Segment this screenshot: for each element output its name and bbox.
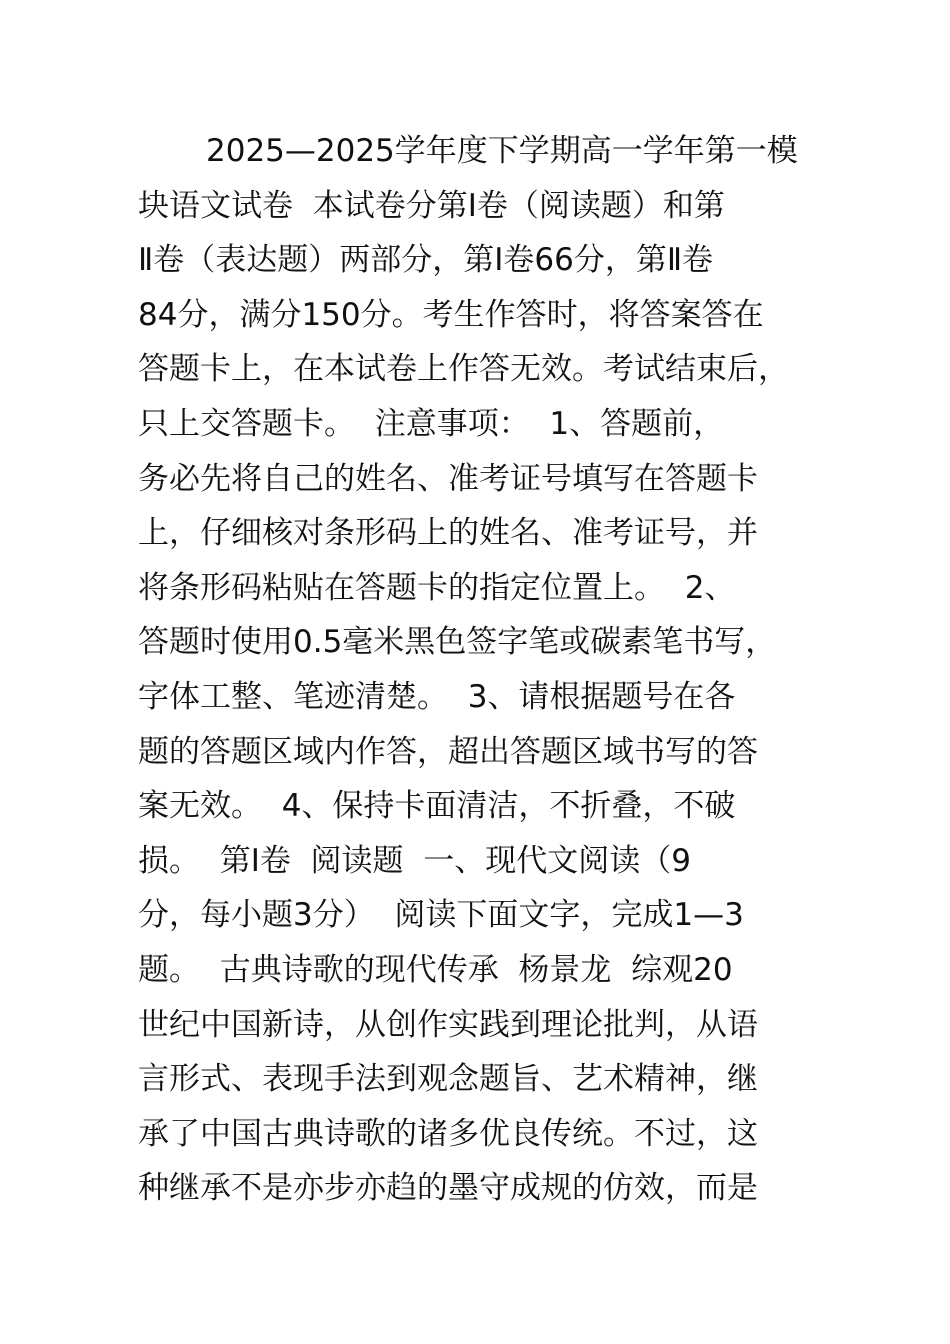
- text-line-1: 2025—2025学年度下学期高一学年第一模: [206, 133, 798, 169]
- text-line-11: 字体工整、笔迹清楚。 3、请根据题号在各: [138, 678, 736, 715]
- text-line-9: 将条形码粘贴在答题卡的指定位置上。 2、: [138, 569, 736, 606]
- text-line-12: 题的答题区域内作答，超出答题区域书写的答: [138, 733, 758, 770]
- text-line-5: 答题卡上，在本试卷上作答无效。考试结束后，: [138, 351, 789, 388]
- document-body: [138, 124, 838, 1216]
- text-line-13: 案无效。 4、保持卡面清洁，不折叠，不破: [138, 788, 736, 825]
- text-line-3: Ⅱ卷（表达题）两部分，第Ⅰ卷66分，第Ⅱ卷: [138, 242, 714, 279]
- text-line-20: 种继承不是亦步亦趋的墨守成规的仿效，而是: [138, 1170, 758, 1207]
- text-line-6: 只上交答题卡。 注意事项： 1、答题前，: [138, 405, 725, 442]
- text-line-18: 言形式、表现手法到观念题旨、艺术精神，继: [138, 1061, 758, 1098]
- text-line-4: 84分，满分150分。考生作答时，将答案答在: [138, 296, 764, 333]
- text-line-16: 题。 古典诗歌的现代传承 杨景龙 综观20: [138, 951, 733, 988]
- text-line-17: 世纪中国新诗，从创作实践到理论批判，从语: [138, 1006, 758, 1043]
- text-line-19: 承了中国古典诗歌的诸多优良传统。不过，这: [138, 1115, 758, 1152]
- text-line-2: 块语文试卷 本试卷分第Ⅰ卷（阅读题）和第: [138, 187, 725, 224]
- text-line-15: 分，每小题3分） 阅读下面文字，完成1—3: [138, 897, 744, 934]
- text-line-7: 务必先将自己的姓名、准考证号填写在答题卡: [138, 460, 758, 497]
- text-line-8: 上，仔细核对条形码上的姓名、准考证号，并: [138, 515, 758, 552]
- text-line-10: 答题时使用0.5毫米黑色签字笔或碳素笔书写，: [138, 624, 777, 661]
- text-line-14: 损。 第Ⅰ卷 阅读题 一、现代文阅读（9: [138, 842, 691, 879]
